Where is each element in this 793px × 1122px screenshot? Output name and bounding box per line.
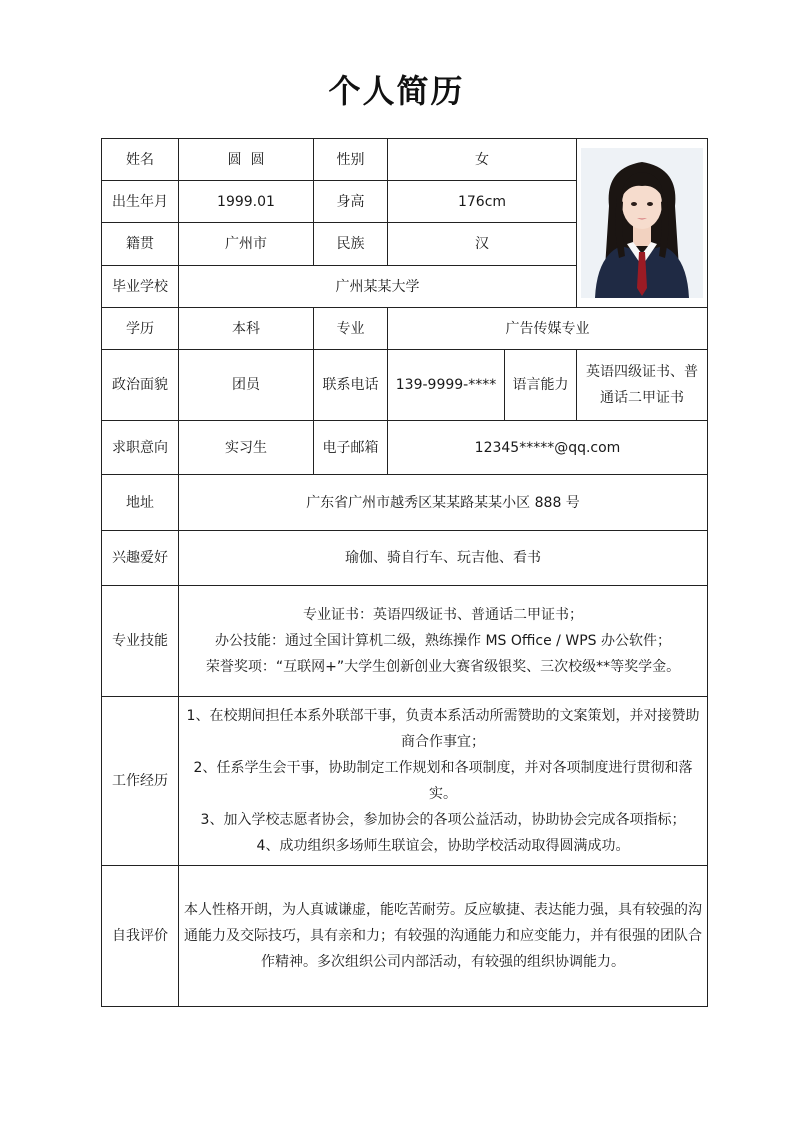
skills-line: 荣誉奖项：“互联网+”大学生创新创业大赛省级银奖、三次校级**等奖学金。: [205, 659, 681, 675]
height-value: 176cm: [388, 181, 577, 223]
native-value: 广州市: [179, 223, 314, 266]
name-label: 姓名: [102, 139, 179, 181]
work-label: 工作经历: [102, 697, 179, 866]
major-value: 广告传媒专业: [388, 308, 708, 350]
work-line: 1、在校期间担任本系外联部干事，负责本系活动所需赞助的文案策划，并对接赞助商合作事宜；: [186, 708, 700, 750]
self-eval-content: 本人性格开朗，为人真诚谦虚，能吃苦耐劳。反应敏捷、表达能力强，具有较强的沟通能力及交际技巧，具有亲和力；有较强的沟通能力和应变能力，并有很强的团队合作精神。多次组织公司内部活动，有较强的组织协调能力。: [179, 866, 708, 1007]
portrait-image: [581, 148, 703, 298]
major-label: 专业: [314, 308, 388, 350]
language-label: 语言能力: [505, 350, 577, 421]
work-line: 2、任系学生会干事，协助制定工作规划和各项制度，并对各项制度进行贯彻和落实。: [193, 760, 693, 802]
name-value: 圆 圆: [179, 139, 314, 181]
phone-label: 联系电话: [314, 350, 388, 421]
hobby-value: 瑜伽、骑自行车、玩吉他、看书: [179, 531, 708, 586]
work-line: 4、成功组织多场师生联谊会，协助学校活动取得圆满成功。: [256, 838, 630, 854]
address-value: 广东省广州市越秀区某某路某某小区 888 号: [179, 475, 708, 531]
job-label: 求职意向: [102, 421, 179, 475]
photo-cell: [577, 139, 708, 308]
work-content: [179, 697, 708, 866]
phone-value: 139-9999-****: [388, 350, 505, 421]
politics-value: 团员: [179, 350, 314, 421]
email-value: 12345*****@qq.com: [388, 421, 708, 475]
resume-table: [101, 138, 708, 1007]
profile-photo: [581, 148, 703, 298]
gender-label: 性别: [314, 139, 388, 181]
gender-value: 女: [388, 139, 577, 181]
work-line: 3、加入学校志愿者协会，参加协会的各项公益活动，协助协会完成各项指标；: [200, 812, 686, 828]
email-label: 电子邮箱: [314, 421, 388, 475]
hobby-label: 兴趣爱好: [102, 531, 179, 586]
birth-label: 出生年月: [102, 181, 179, 223]
job-value: 实习生: [179, 421, 314, 475]
school-label: 毕业学校: [102, 266, 179, 308]
skills-line: 办公技能：通过全国计算机二级，熟练操作 MS Office / WPS 办公软件；: [215, 633, 671, 649]
language-value: 英语四级证书、普通话二甲证书: [577, 350, 708, 421]
self-eval-label: 自我评价: [102, 866, 179, 1007]
height-label: 身高: [314, 181, 388, 223]
skills-label: 专业技能: [102, 586, 179, 697]
edu-value: 本科: [179, 308, 314, 350]
ethnic-label: 民族: [314, 223, 388, 266]
edu-label: 学历: [102, 308, 179, 350]
politics-label: 政治面貌: [102, 350, 179, 421]
native-label: 籍贯: [102, 223, 179, 266]
skills-line: 专业证书：英语四级证书、普通话二甲证书；: [303, 607, 583, 623]
page-title: 个人简历: [328, 72, 465, 110]
address-label: 地址: [102, 475, 179, 531]
skills-content: [179, 586, 708, 697]
school-value: 广州某某大学: [179, 266, 577, 308]
ethnic-value: 汉: [388, 223, 577, 266]
birth-value: 1999.01: [179, 181, 314, 223]
